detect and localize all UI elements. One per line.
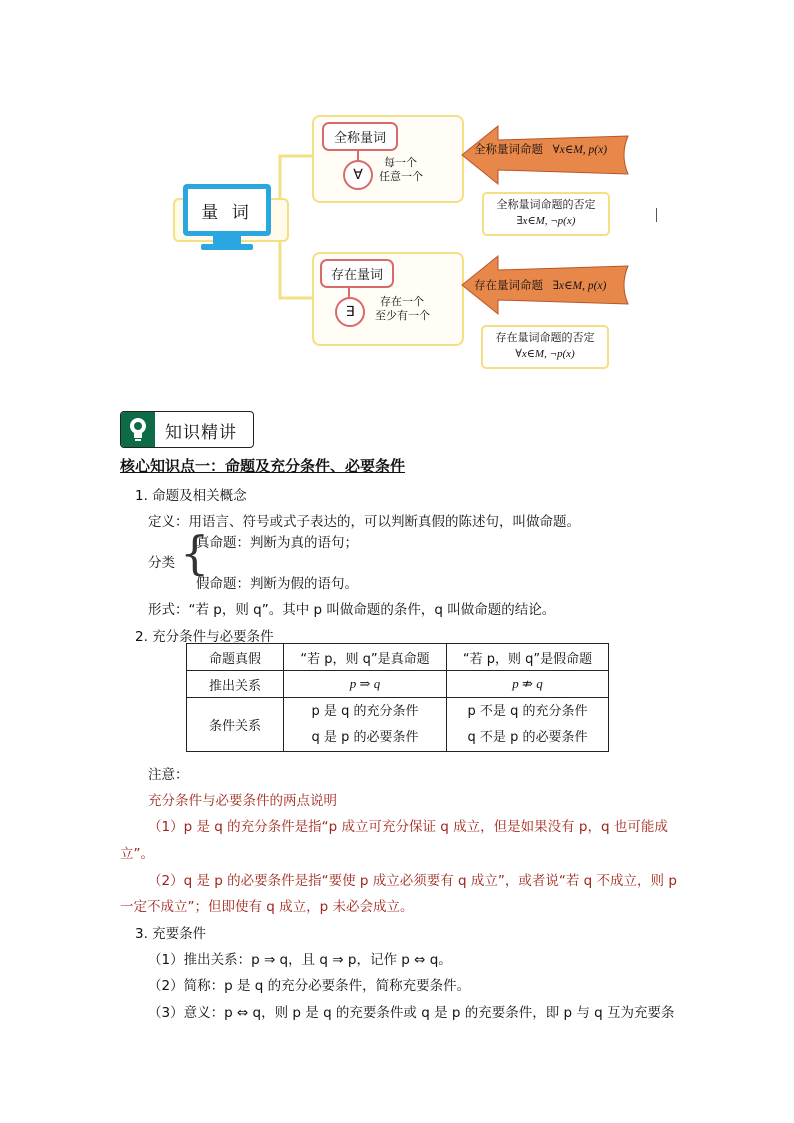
- condition-table: [186, 643, 609, 752]
- universal-word-2: 任意一个: [379, 170, 423, 183]
- item2-title: 2. 充分条件与必要条件: [135, 629, 274, 645]
- universal-negation-box: [482, 192, 610, 236]
- universal-word-1: 每一个: [384, 156, 417, 169]
- table-header: “若 p，则 q”是真命题: [284, 644, 447, 671]
- note1-line2: 立”。: [120, 846, 154, 862]
- table-row: [187, 698, 609, 752]
- section-badge: [120, 411, 254, 448]
- item3-title: 3. 充要条件: [135, 926, 207, 942]
- existential-arrow-label: 存在量词命题 ∃x∈M, p(x): [474, 278, 607, 292]
- table-cell: [284, 698, 447, 752]
- cell-line: p 不是 q 的充分条件: [467, 703, 588, 719]
- monitor-icon: [173, 184, 285, 264]
- table-row: [187, 644, 609, 671]
- table-cell: p ⇒ q: [284, 671, 447, 698]
- note-title: 充分条件与必要条件的两点说明: [148, 793, 337, 809]
- note2-line1: （2）q 是 p 的必要条件是指“要使 p 成立必须要有 q 成立”，或者说“若 q 不成立，则 p: [148, 873, 677, 889]
- table-cell: p ⇏ q: [447, 671, 609, 698]
- universal-tag: 全称量词: [322, 122, 398, 151]
- center-label: 量 词: [188, 189, 266, 231]
- lightbulb-icon: [121, 412, 155, 447]
- false-proposition: 假命题：判断为假的语句。: [196, 576, 358, 592]
- brace-icon: {: [180, 526, 210, 580]
- existential-tag: 存在量词: [320, 259, 394, 288]
- table-cell: 条件关系: [187, 698, 284, 752]
- item3-line3: （3）意义：p ⇔ q，则 p 是 q 的充要条件或 q 是 p 的充要条件，即 p 与 q 互为充要条: [148, 1005, 675, 1021]
- note2-line2: 一定不成立”；但即使有 q 成立，p 未必会成立。: [120, 899, 414, 915]
- cell-line: q 不是 p 的必要条件: [467, 729, 588, 745]
- existential-word-1: 存在一个: [380, 295, 424, 308]
- table-header: 命题真假: [187, 644, 284, 671]
- note-label: 注意：: [148, 767, 189, 783]
- proposition-form: 形式：“若 p，则 q”。其中 p 叫做命题的条件，q 叫做命题的结论。: [148, 602, 556, 618]
- table-cell: [447, 698, 609, 752]
- classify-label: 分类: [148, 555, 175, 571]
- existential-negation-box: [481, 325, 609, 369]
- forall-symbol: ∀: [343, 160, 373, 190]
- table-cell: 推出关系: [187, 671, 284, 698]
- universal-negation-title: 全称量词命题的否定: [496, 198, 596, 211]
- item3-line1: （1）推出关系：p ⇒ q，且 q ⇒ p，记作 p ⇔ q。: [148, 952, 452, 968]
- universal-negation-formula: ∃x∈M, ¬p(x): [516, 215, 576, 227]
- universal-arrow-label: 全称量词命题 ∀x∈M, p(x): [474, 142, 608, 156]
- core-heading: 核心知识点一：命题及充分条件、必要条件: [120, 457, 406, 475]
- table-row: [187, 671, 609, 698]
- section-badge-label: 知识精讲: [165, 423, 237, 443]
- item1-title: 1. 命题及相关概念: [135, 488, 247, 504]
- exists-symbol: ∃: [335, 297, 365, 327]
- margin-mark: [656, 208, 657, 222]
- existential-negation-formula: ∀x∈M, ¬p(x): [515, 348, 575, 360]
- item1-definition: 定义：用语言、符号或式子表达的，可以判断真假的陈述句，叫做命题。: [148, 514, 580, 530]
- existential-word-2: 至少有一个: [375, 309, 430, 322]
- table-header: “若 p，则 q”是假命题: [447, 644, 609, 671]
- cell-line: p 是 q 的充分条件: [311, 703, 419, 719]
- true-proposition: 真命题：判断为真的语句；: [196, 535, 358, 551]
- note1-line1: （1）p 是 q 的充分条件是指“p 成立可充分保证 q 成立，但是如果没有 p，q 也可能成: [148, 819, 668, 835]
- existential-negation-title: 存在量词命题的否定: [495, 331, 595, 344]
- cell-line: q 是 p 的必要条件: [311, 729, 419, 745]
- item3-line2: （2）简称：p 是 q 的充分必要条件，简称充要条件。: [148, 978, 471, 994]
